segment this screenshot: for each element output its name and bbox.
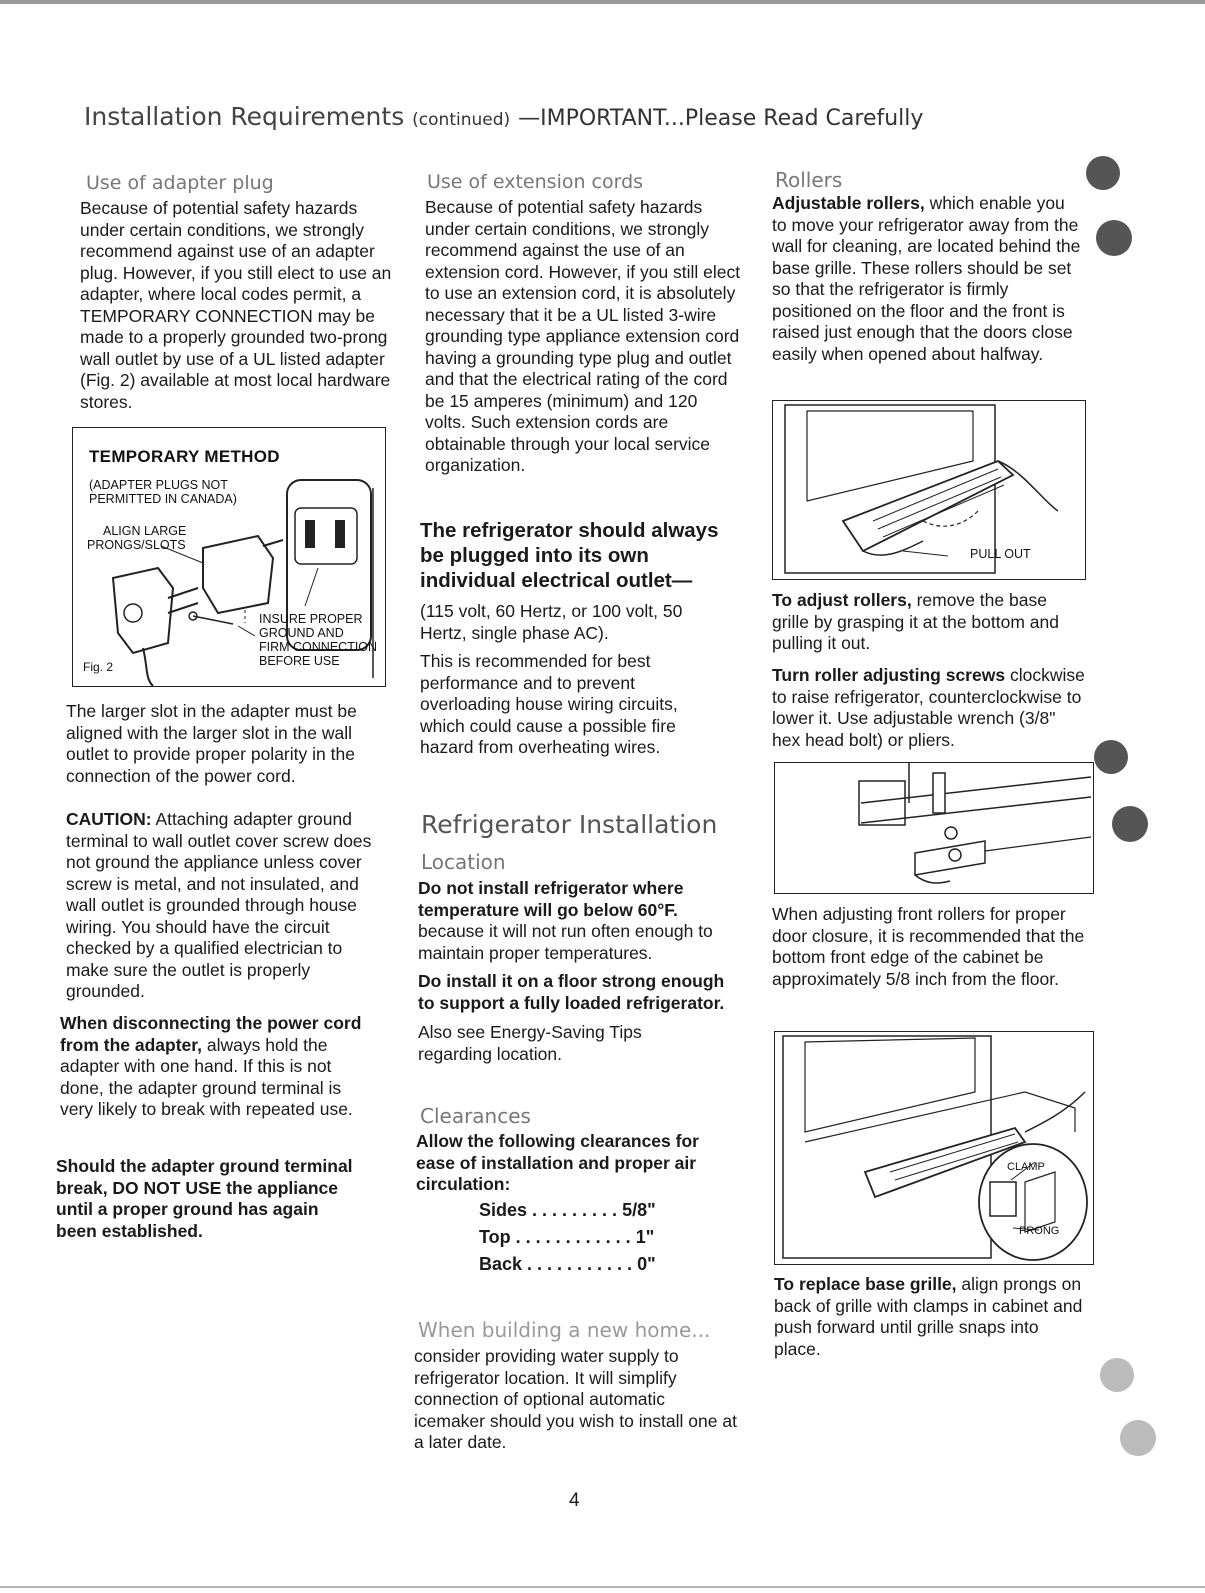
caution-text: Attaching adapter ground terminal to wall outlet cover screw does not ground the appliance unless cover screw is metal, and not insulated, and wall outlet is grounded through house wiring. You should have the circuit checked by a qualified electrician to make sure the outlet is properly grounded.: [66, 809, 372, 1001]
installation-heading: Refrigerator Installation: [421, 810, 718, 839]
adjust-paragraph: [772, 590, 1084, 655]
prong-label: PRONG: [1019, 1225, 1060, 1237]
rollers-paragraph: [772, 193, 1084, 365]
fig2-note-line2: PERMITTED IN CANADA): [89, 492, 237, 506]
replace-text: align prongs on back of grille with clamps in cabinet and push forward until grille snaps into place.: [774, 1274, 1083, 1359]
fig2-label: Fig. 2: [83, 660, 114, 674]
fig2-adapter-figure: [72, 427, 386, 687]
fig2-insure-line2: GROUND AND: [259, 626, 344, 640]
disconnect-text: always hold the adapter with one hand. If this is not done, the adapter ground terminal is very likely to break with repeated use.: [60, 1034, 353, 1119]
extension-heading: Use of extension cords: [427, 171, 644, 193]
clearance-row: [479, 1254, 656, 1281]
clearance-dots: . . . . . . . . . . . .: [510, 1227, 636, 1247]
title-main: Installation Requirements: [84, 102, 405, 131]
page-title: [84, 102, 923, 131]
adapter-heading: Use of adapter plug: [86, 172, 274, 194]
clearance-row: [479, 1200, 656, 1227]
binder-hole-mark: [1112, 806, 1148, 842]
fig2-align-line2: PRONGS/SLOTS: [87, 538, 186, 552]
caution-label: CAUTION:: [66, 809, 152, 829]
pull-out-figure: [772, 400, 1086, 580]
new-home-paragraph: consider providing water supply to refrigerator location. It will simplify connection of optional automatic icemaker should you wish to install one at a later date.: [414, 1346, 737, 1452]
location-text-1: because it will not run often enough to maintain proper temperatures.: [418, 921, 713, 963]
top-edge-line: [0, 0, 1205, 4]
pull-out-label: PULL OUT: [970, 547, 1031, 561]
outlet-spec: (115 volt, 60 Hertz, or 100 volt, 50 Hertz, single phase AC).: [420, 601, 683, 643]
location-heading: Location: [421, 850, 506, 874]
title-important: —IMPORTANT...Please Read Carefully: [518, 106, 924, 131]
location-bold-1: Do not install refrigerator where temperature will go below 60°F.: [418, 878, 684, 920]
slot-paragraph: The larger slot in the adapter must be aligned with the larger slot in the wall outlet to provide proper polarity in the connection of the power cord.: [66, 701, 357, 786]
clearance-value: 1": [635, 1227, 655, 1247]
binder-hole-mark: [1120, 1420, 1156, 1456]
break-warning: Should the adapter ground terminal break, DO NOT USE the appliance until a proper ground has again been established.: [56, 1156, 353, 1241]
adjust-bold: To adjust rollers,: [772, 590, 912, 610]
adjust-text: remove the base grille by grasping it at the bottom and pulling it out.: [772, 590, 1059, 653]
clearance-label: Sides: [479, 1200, 528, 1220]
replace-grille-figure: [774, 1031, 1094, 1265]
front-rollers-paragraph: When adjusting front rollers for proper door closure, it is recommended that the bottom front edge of the cabinet be approximately 5/8 inch from the floor.: [772, 904, 1085, 989]
outlet-paragraph: This is recommended for best performance and to prevent overloading house wiring circuits, which could cause a possible fire hazard from overheating wires.: [420, 651, 678, 757]
fig2-align-line1: ALIGN LARGE: [103, 524, 187, 538]
replace-bold: To replace base grille,: [774, 1274, 957, 1294]
turn-paragraph: [772, 665, 1088, 751]
clearance-value: 0": [637, 1254, 656, 1274]
bottom-edge-line: [0, 1586, 1205, 1588]
caution-paragraph: [66, 809, 380, 1003]
rollers-heading: Rollers: [775, 168, 843, 192]
fig2-insure-line3: FIRM CONNECTION: [259, 640, 378, 654]
fig2-title: TEMPORARY METHOD: [89, 447, 280, 466]
fig2-insure-line1: INSURE PROPER: [259, 612, 363, 626]
clearance-dots: . . . . . . . . .: [527, 1200, 623, 1220]
binder-hole-mark: [1094, 740, 1128, 774]
location-paragraph-1: [418, 878, 740, 964]
title-continued: (continued): [412, 110, 511, 130]
clamp-label: CLAMP: [1007, 1161, 1045, 1173]
clearance-label: Back: [479, 1254, 523, 1274]
clearances-intro: Allow the following clearances for ease of installation and proper air circulation:: [416, 1131, 699, 1194]
clearance-dots: . . . . . . . . . . .: [522, 1254, 638, 1274]
clearance-label: Top: [479, 1227, 511, 1247]
binder-hole-mark: [1086, 156, 1120, 190]
rollers-text: which enable you to move your refrigerator away from the wall for cleaning, are located behind the base grille. These rollers should be set so that the refrigerator is firmly positioned on the floor and the front is raised just enough that the doors close easily when opened about halfway.: [772, 193, 1081, 364]
binder-hole-mark: [1100, 1358, 1134, 1392]
clearances-heading: Clearances: [420, 1104, 531, 1128]
clearances-list: [479, 1200, 656, 1281]
disconnect-paragraph: [60, 1013, 376, 1121]
extension-paragraph: Because of potential safety hazards under certain conditions, we strongly recommend against the use of an extension cord. However, if you still elect to use an extension cord, it is absolutely necessary that it be a UL listed 3-wire grounding type appliance extension cord having a grounding type plug and outlet and that the electrical rating of the cord be 15 amperes (minimum) and 120 volts. Such extension cords are obtainable through your local service organization.: [425, 197, 741, 475]
roller-screw-figure: [774, 762, 1094, 894]
outlet-heading: The refrigerator should always be plugged into its own individual electrical outlet—: [420, 519, 719, 592]
page-number: 4: [569, 1490, 580, 1511]
clearance-row: [479, 1227, 656, 1254]
location-text-2: Also see Energy-Saving Tips regarding location.: [418, 1022, 642, 1064]
replace-paragraph: [774, 1274, 1090, 1360]
new-home-heading: When building a new home...: [418, 1318, 711, 1342]
binder-hole-mark: [1096, 220, 1132, 256]
disconnect-bold: When disconnecting the power cord from the adapter,: [60, 1013, 362, 1055]
fig2-note-line1: (ADAPTER PLUGS NOT: [89, 478, 228, 492]
roller-adjust-illustration: [775, 763, 1093, 893]
adapter-paragraph: Because of potential safety hazards under certain conditions, we strongly recommend against use of an adapter plug. However, if you still elect to use an adapter, where local codes permit, a TEMPORARY CONNECTION may be made to a properly grounded two-prong wall outlet by use of a UL listed adapter (Fig. 2) available at most local hardware stores.: [80, 198, 392, 412]
turn-text: clockwise to raise refrigerator, counterclockwise to lower it. Use adjustable wrench (3/8" hex head bolt) or pliers.: [772, 665, 1085, 750]
fig2-insure-line4: BEFORE USE: [259, 654, 340, 668]
grille-pull-out-illustration: [773, 401, 1085, 579]
clearance-value: 5/8": [622, 1200, 656, 1220]
rollers-bold: Adjustable rollers,: [772, 193, 925, 213]
turn-bold: Turn roller adjusting screws: [772, 665, 1006, 685]
location-bold-2: Do install it on a floor strong enough to support a fully loaded refrigerator.: [418, 971, 725, 1013]
